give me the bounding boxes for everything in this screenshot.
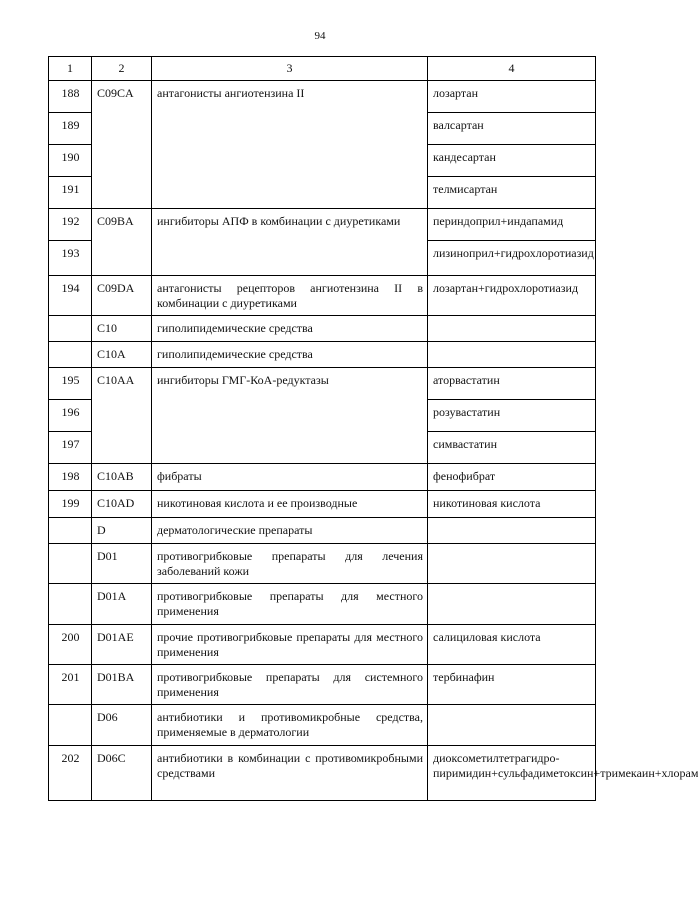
drug-name: аторвастатин: [428, 368, 596, 400]
header-col-4: 4: [428, 57, 596, 81]
group-description: антибиотики в комбинации с противомикробными средствами: [152, 746, 428, 801]
drug-name: [428, 316, 596, 342]
header-col-1: 1: [49, 57, 92, 81]
table-row: [49, 368, 596, 400]
table-row: [49, 209, 596, 241]
row-number: [49, 518, 92, 544]
drug-name: лизиноприл+гидрохлоротиазид: [428, 241, 596, 276]
group-description: гиполипидемические средства: [152, 342, 428, 368]
table-row: [49, 665, 596, 705]
header-row: [49, 57, 596, 81]
header-col-3: 3: [152, 57, 428, 81]
drug-name: фенофибрат: [428, 464, 596, 491]
row-number: 198: [49, 464, 92, 491]
group-description: противогрибковые препараты для системного применения: [152, 665, 428, 705]
row-number: [49, 584, 92, 625]
group-description: противогрибковые препараты для лечения заболеваний кожи: [152, 544, 428, 584]
group-description: дерматологические препараты: [152, 518, 428, 544]
table-row: [49, 544, 596, 584]
row-number: 196: [49, 400, 92, 432]
table-row: [49, 276, 596, 316]
table-row: [49, 81, 596, 113]
drug-name: [428, 342, 596, 368]
drug-name: [428, 705, 596, 746]
group-description: противогрибковые препараты для местного применения: [152, 584, 428, 625]
atc-code: D06C: [92, 746, 152, 801]
atc-code: C10AD: [92, 491, 152, 518]
atc-code: C10A: [92, 342, 152, 368]
drug-name: [428, 518, 596, 544]
row-number: 199: [49, 491, 92, 518]
group-description: ингибиторы ГМГ-КоА-редуктазы: [152, 368, 428, 464]
atc-code: D01BA: [92, 665, 152, 705]
group-description: гиполипидемические средства: [152, 316, 428, 342]
row-number: 188: [49, 81, 92, 113]
table-row: [49, 518, 596, 544]
drug-name: периндоприл+индапамид: [428, 209, 596, 241]
drug-table: [48, 56, 698, 801]
drug-name: лозартан: [428, 81, 596, 113]
table-row: [49, 705, 596, 746]
table-row: [49, 342, 596, 368]
row-number: 190: [49, 145, 92, 177]
table-row: [49, 746, 596, 801]
row-number: 193: [49, 241, 92, 276]
group-description: антагонисты ангиотензина II: [152, 81, 428, 209]
row-number: [49, 342, 92, 368]
group-description: антибиотики и противомикробные средства, применяемые в дерматологии: [152, 705, 428, 746]
table-row: [49, 491, 596, 518]
header-col-2: 2: [92, 57, 152, 81]
drug-name: телмисартан: [428, 177, 596, 209]
row-number: 192: [49, 209, 92, 241]
atc-code: D01: [92, 544, 152, 584]
atc-code: C09BA: [92, 209, 152, 276]
drug-name: [428, 544, 596, 584]
row-number: 197: [49, 432, 92, 464]
table-row: [49, 584, 596, 625]
drug-name: никотиновая кислота: [428, 491, 596, 518]
atc-code: D01AE: [92, 625, 152, 665]
drug-name: салициловая кислота: [428, 625, 596, 665]
group-description: прочие противогрибковые препараты для местного применения: [152, 625, 428, 665]
table-row: [49, 464, 596, 491]
row-number: 189: [49, 113, 92, 145]
row-number: 201: [49, 665, 92, 705]
drug-name: лозартан+гидрохлоротиазид: [428, 276, 596, 316]
drug-name: кандесартан: [428, 145, 596, 177]
drug-name: [428, 584, 596, 625]
drug-name: диоксометилтетрагидро-пиримидин+сульфадиметоксин+тримекаин+хлорам: [428, 746, 596, 801]
atc-code: C10AB: [92, 464, 152, 491]
atc-code: C10: [92, 316, 152, 342]
row-number: [49, 316, 92, 342]
row-number: 191: [49, 177, 92, 209]
drug-name: тербинафин: [428, 665, 596, 705]
group-description: фибраты: [152, 464, 428, 491]
row-number: [49, 705, 92, 746]
group-description: ингибиторы АПФ в комбинации с диуретиками: [152, 209, 428, 276]
page-number: 94: [314, 30, 326, 42]
row-number: [49, 544, 92, 584]
group-description: никотиновая кислота и ее производные: [152, 491, 428, 518]
drug-name: симвастатин: [428, 432, 596, 464]
drug-name: розувастатин: [428, 400, 596, 432]
group-description: антагонисты рецепторов ангиотензина II в комбинации с диуретиками: [152, 276, 428, 316]
atc-code: D06: [92, 705, 152, 746]
atc-code: C10AA: [92, 368, 152, 464]
table-row: [49, 316, 596, 342]
row-number: 202: [49, 746, 92, 801]
atc-code: C09DA: [92, 276, 152, 316]
atc-code: D01A: [92, 584, 152, 625]
table-row: [49, 625, 596, 665]
atc-code: C09CA: [92, 81, 152, 209]
row-number: 200: [49, 625, 92, 665]
row-number: 194: [49, 276, 92, 316]
atc-code: D: [92, 518, 152, 544]
drug-name: валсартан: [428, 113, 596, 145]
row-number: 195: [49, 368, 92, 400]
